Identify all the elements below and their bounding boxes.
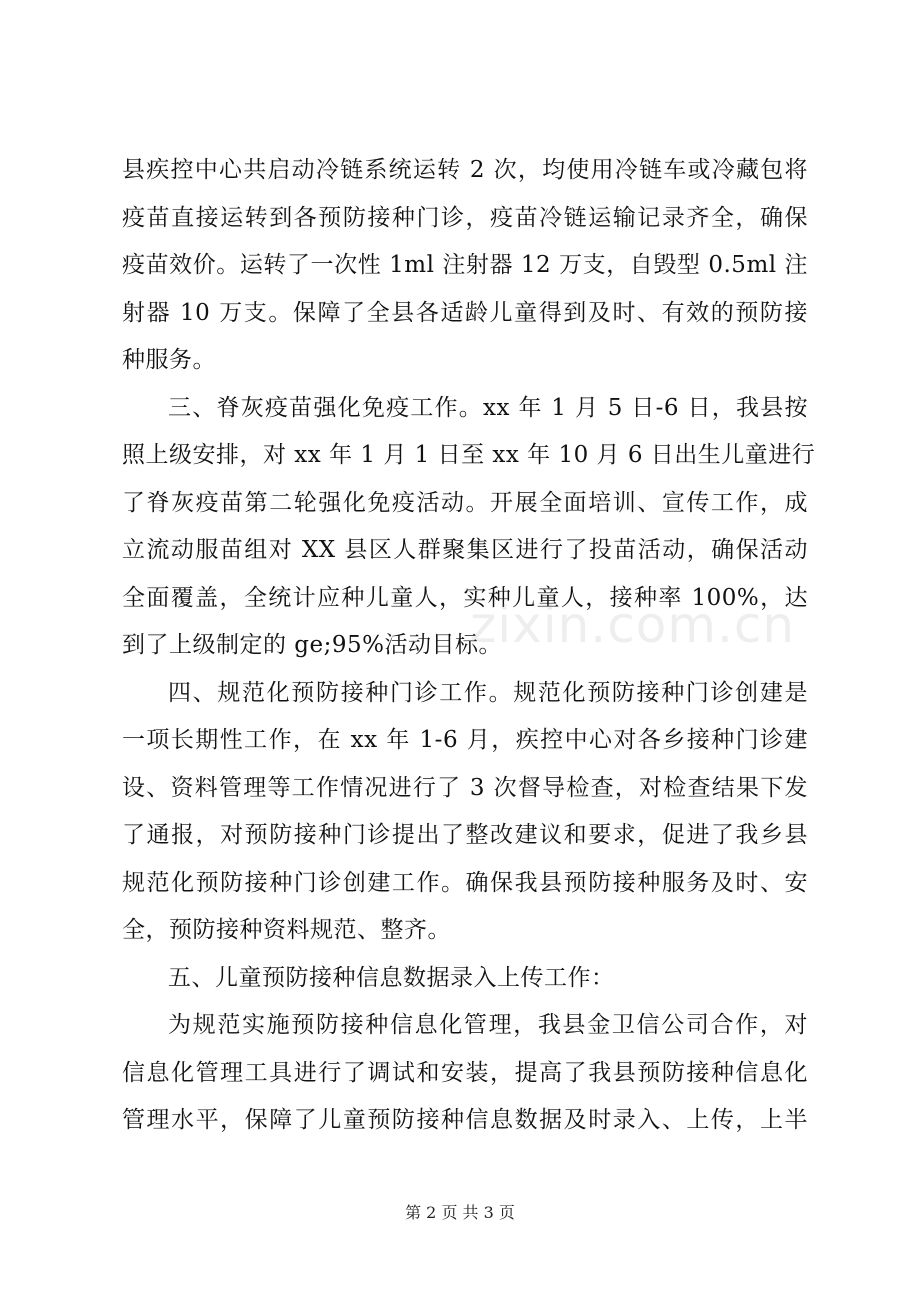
text-line-3: 疫苗效价。运转了一次性 1ml 注射器 12 万支，自毁型 0.5ml 注 — [122, 252, 808, 278]
text-line-21: 管理水平，保障了儿童预防接种信息数据及时录入、上传，上半 — [122, 1107, 808, 1133]
text-line-10: 全面覆盖，全统计应种儿童人，实种儿童人，接种率 100%，达 — [122, 584, 808, 611]
text-line-11: 到了上级制定的 ge;95%活动目标。 — [122, 632, 503, 658]
text-line-14: 设、资料管理等工作情况进行了 3 次督导检查，对检查结果下发 — [122, 774, 808, 801]
text-line-15: 了通报，对预防接种门诊提出了整改建议和要求，促进了我乡县 — [122, 822, 808, 848]
text-line-9: 立流动服苗组对 XX 县区人群聚集区进行了投苗活动，确保活动 — [122, 537, 808, 563]
text-line-19: 为规范实施预防接种信息化管理，我县金卫信公司合作，对 — [168, 1012, 808, 1038]
text-line-7: 照上级安排，对 xx 年 1 月 1 日至 xx 年 10 月 6 日出生儿童进行 — [122, 442, 816, 468]
text-line-6: 三、脊灰疫苗强化免疫工作。xx 年 1 月 5 日-6 日，我县按 — [168, 394, 808, 421]
text-line-2: 疫苗直接运转到各预防接种门诊，疫苗冷链运输记录齐全，确保 — [122, 204, 808, 231]
text-line-8: 了脊灰疫苗第二轮强化免疫活动。开展全面培训、宣传工作，成 — [122, 489, 808, 516]
text-line-5: 种服务。 — [122, 347, 216, 373]
text-line-13: 一项长期性工作，在 xx 年 1-6 月，疾控中心对各乡接种门诊建 — [122, 727, 808, 753]
text-line-20: 信息化管理工具进行了调试和安装，提高了我县预防接种信息化 — [122, 1059, 808, 1086]
document-body — [122, 147, 816, 1145]
page-footer: 第 2 页 共 3 页 — [405, 1203, 515, 1222]
text-line-17: 全，预防接种资料规范、整齐。 — [122, 917, 451, 943]
text-line-1: 县疾控中心共启动冷链系统运转 2 次，均使用冷链车或冷藏包将 — [122, 157, 808, 183]
text-line-4: 射器 10 万支。保障了全县各适龄儿童得到及时、有效的预防接 — [122, 299, 808, 326]
text-line-18: 五、儿童预防接种信息数据录入上传工作： — [168, 964, 615, 991]
text-line-16: 规范化预防接种门诊创建工作。确保我县预防接种服务及时、安 — [122, 869, 808, 896]
text-line-12: 四、规范化预防接种门诊工作。规范化预防接种门诊创建是 — [168, 679, 808, 706]
watermark: zixin.com.cn — [470, 596, 796, 654]
